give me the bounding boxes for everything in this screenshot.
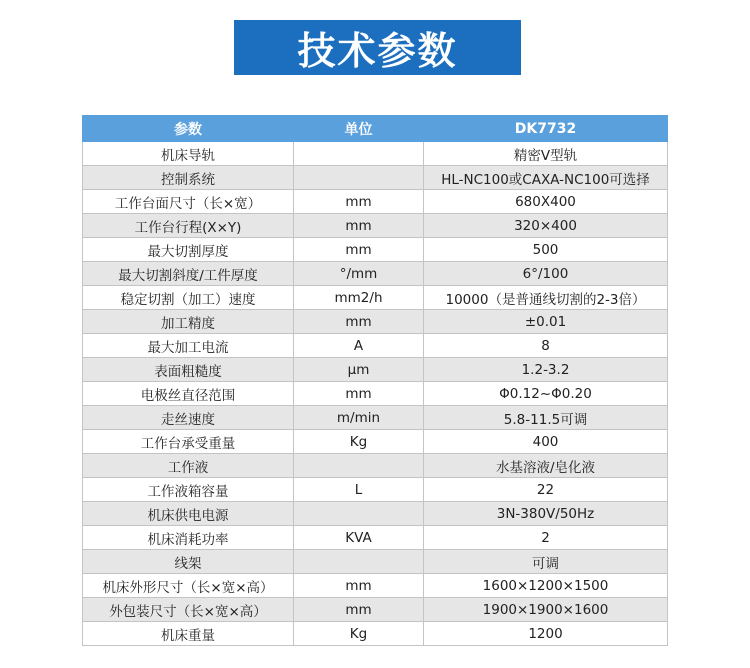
value-cell: 5.8-11.5可调 (424, 406, 668, 430)
value-cell: 22 (424, 478, 668, 502)
unit-cell: KVA (294, 526, 424, 550)
table-row (83, 382, 668, 406)
param-cell: 机床导轨 (83, 142, 294, 166)
param-cell: 控制系统 (83, 166, 294, 190)
unit-cell (294, 502, 424, 526)
value-cell: 6°/100 (424, 262, 668, 286)
param-cell: 线架 (83, 550, 294, 574)
param-cell: 工作液箱容量 (83, 478, 294, 502)
param-cell: 机床消耗功率 (83, 526, 294, 550)
param-cell: 表面粗糙度 (83, 358, 294, 382)
title-banner (234, 20, 521, 75)
param-cell: 加工精度 (83, 310, 294, 334)
value-cell: 1600×1200×1500 (424, 574, 668, 598)
param-cell: 最大切割斜度/工件厚度 (83, 262, 294, 286)
unit-cell: mm (294, 238, 424, 262)
param-cell: 机床外形尺寸（长×宽×高） (83, 574, 294, 598)
table-row (83, 310, 668, 334)
table-row (83, 574, 668, 598)
unit-cell: °/mm (294, 262, 424, 286)
param-cell: 机床重量 (83, 622, 294, 646)
value-cell: 1200 (424, 622, 668, 646)
param-cell: 工作台行程(X×Y) (83, 214, 294, 238)
value-cell: HL-NC100或CAXA-NC100可选择 (424, 166, 668, 190)
param-cell: 走丝速度 (83, 406, 294, 430)
value-cell: 精密V型轨 (424, 142, 668, 166)
table-body (83, 142, 668, 646)
value-cell: 10000（是普通线切割的2-3倍） (424, 286, 668, 310)
table-header-row (83, 116, 668, 142)
param-cell: 最大加工电流 (83, 334, 294, 358)
unit-cell: Kg (294, 430, 424, 454)
value-cell: 500 (424, 238, 668, 262)
unit-cell: μm (294, 358, 424, 382)
header-unit: 单位 (294, 116, 424, 142)
unit-cell: A (294, 334, 424, 358)
unit-cell: mm (294, 382, 424, 406)
unit-cell: mm (294, 190, 424, 214)
table-row (83, 190, 668, 214)
spec-table (82, 115, 668, 646)
value-cell: 400 (424, 430, 668, 454)
table-row (83, 502, 668, 526)
table-row (83, 622, 668, 646)
unit-cell: mm (294, 598, 424, 622)
value-cell: 1900×1900×1600 (424, 598, 668, 622)
param-cell: 工作台承受重量 (83, 430, 294, 454)
table-row (83, 406, 668, 430)
unit-cell (294, 166, 424, 190)
header-model: DK7732 (424, 116, 668, 142)
value-cell: 2 (424, 526, 668, 550)
unit-cell: m/min (294, 406, 424, 430)
table-row (83, 478, 668, 502)
param-cell: 机床供电电源 (83, 502, 294, 526)
unit-cell: mm (294, 574, 424, 598)
value-cell: 680X400 (424, 190, 668, 214)
param-cell: 工作台面尺寸（长×宽） (83, 190, 294, 214)
table-row (83, 166, 668, 190)
unit-cell: mm (294, 310, 424, 334)
param-cell: 稳定切割（加工）速度 (83, 286, 294, 310)
param-cell: 外包装尺寸（长×宽×高） (83, 598, 294, 622)
unit-cell: L (294, 478, 424, 502)
table-row (83, 550, 668, 574)
value-cell: ±0.01 (424, 310, 668, 334)
param-cell: 最大切割厚度 (83, 238, 294, 262)
table-row (83, 454, 668, 478)
value-cell: 水基溶液/皂化液 (424, 454, 668, 478)
table-row (83, 526, 668, 550)
table-row (83, 142, 668, 166)
value-cell: 可调 (424, 550, 668, 574)
header-param: 参数 (83, 116, 294, 142)
table-row (83, 238, 668, 262)
unit-cell (294, 142, 424, 166)
table-row (83, 262, 668, 286)
unit-cell (294, 454, 424, 478)
unit-cell (294, 550, 424, 574)
param-cell: 电极丝直径范围 (83, 382, 294, 406)
value-cell: 3N-380V/50Hz (424, 502, 668, 526)
unit-cell: mm2/h (294, 286, 424, 310)
table-row (83, 430, 668, 454)
param-cell: 工作液 (83, 454, 294, 478)
table-row (83, 214, 668, 238)
table-row (83, 286, 668, 310)
value-cell: 320×400 (424, 214, 668, 238)
unit-cell: mm (294, 214, 424, 238)
table-row (83, 334, 668, 358)
value-cell: Φ0.12~Φ0.20 (424, 382, 668, 406)
table-row (83, 358, 668, 382)
table-row (83, 598, 668, 622)
value-cell: 1.2-3.2 (424, 358, 668, 382)
value-cell: 8 (424, 334, 668, 358)
unit-cell: Kg (294, 622, 424, 646)
page-title: 技术参数 (297, 29, 458, 73)
